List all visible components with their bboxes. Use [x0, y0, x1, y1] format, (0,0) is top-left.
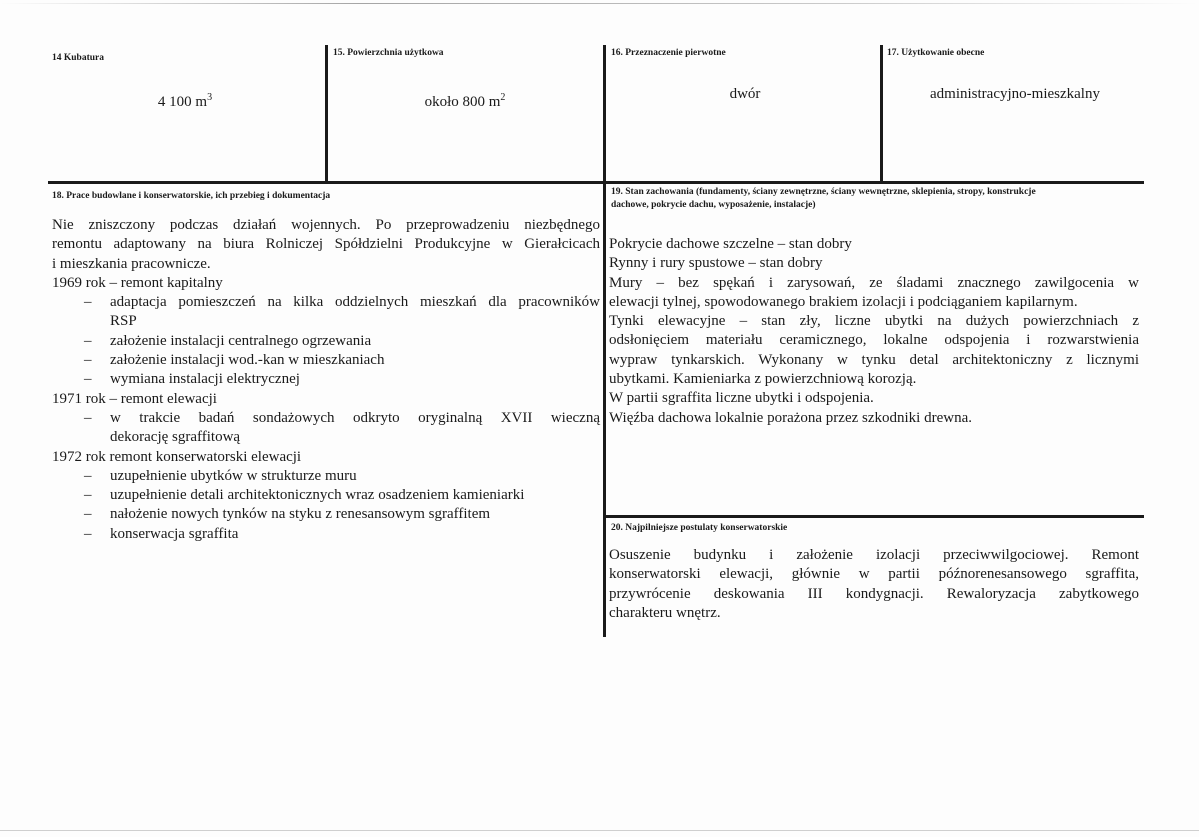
- label-postulaty-konserwatorskie: 20. Najpilniejsze postulaty konserwatorskie: [611, 523, 788, 533]
- heading-1969: 1969 rok – remont kapitalny: [52, 274, 223, 291]
- label-stan-zachowania: [611, 186, 1141, 212]
- divider-row1-row2: [48, 181, 1144, 184]
- postulaty-text: [609, 546, 1139, 623]
- value-uzytkowanie-obecne: administracyjno-mieszkalny: [930, 86, 1100, 102]
- stan-zachowania-line-5: Tynki elewacyjne – stan zły, liczne ubytki na dużych powierzchniach z: [609, 313, 1139, 330]
- divider-18-19: [603, 181, 606, 637]
- postulaty-line-3: przywrócenie deskowania III kondygnacji. Rewaloryzacja zabytkowego: [609, 585, 1139, 602]
- intro-line-2: remontu adaptowany na biura Rolniczej Spółdzielni Produkcyjne w Gierałcicach: [52, 236, 600, 253]
- divider-19-20: [604, 515, 1144, 518]
- divider-14-15: [325, 45, 328, 183]
- intro-line-1: Nie zniszczony podczas działań wojennych. Po przeprowadzeniu niezbędnego: [52, 217, 600, 233]
- label-przeznaczenie-pierwotne: 16. Przeznaczenie pierwotne: [611, 48, 726, 58]
- scan-artifact-top: [0, 3, 1199, 4]
- scan-artifact-bottom: [0, 830, 1199, 831]
- list-item-1969-3: – założenie instalacji wod.-kan w mieszkaniach: [84, 352, 385, 369]
- stan-zachowania-line-1: Pokrycie dachowe szczelne – stan dobry: [609, 236, 852, 252]
- postulaty-line-4: charakteru wnętrz.: [609, 604, 721, 621]
- value-powierzchnia-uzytkowa: około 800 $m^2$: [424, 92, 506, 110]
- stan-zachowania-line-8: ubytkami. Kamieniarka z powierzchniową korozją.: [609, 371, 917, 388]
- intro-line-3: i mieszkania pracownicze.: [52, 255, 211, 272]
- prace-budowlane-text: [52, 216, 600, 544]
- divider-16-17: [880, 45, 883, 183]
- label-stan-zachowania-line-2: dachowe, pokrycie dachu, wyposażenie, instalacje): [611, 200, 816, 210]
- list-item-1972-1: – uzupełnienie ubytków w strukturze muru: [84, 467, 357, 484]
- list-item-1969-2: – założenie instalacji centralnego ogrzewania: [84, 332, 372, 349]
- heading-1971: 1971 rok – remont elewacji: [52, 390, 217, 407]
- list-item-1972-3: – nałożenie nowych tynków na styku z renesansowym sgraffitem: [84, 506, 491, 523]
- label-prace-budowlane: 18. Prace budowlane i konserwatorskie, ich przebieg i dokumentacja: [52, 191, 331, 201]
- heading-1972: 1972 rok remont konserwatorski elewacji: [52, 448, 302, 465]
- label-kubatura: 14 Kubatura: [52, 53, 104, 63]
- stan-zachowania-line-6: odsłonięciem materiału ceramicznego, lokalne odspojenia i rozwarstwienia: [609, 332, 1139, 349]
- list-item-1969-1: – adaptacja pomieszczeń na kilka oddzielnych mieszkań dla pracowników RSP: [84, 294, 600, 330]
- divider-15-16: [603, 45, 606, 183]
- label-stan-zachowania-line-1: 19. Stan zachowania (fundamenty, ściany zewnętrzne, ściany wewnętrzne, sklepienia, stropy, konstrukcje: [611, 187, 1036, 197]
- stan-zachowania-line-9: W partii sgraffita liczne ubytki i odspojenia.: [609, 390, 874, 407]
- list-item-1969-4: – wymiana instalacji elektrycznej: [84, 371, 300, 388]
- label-powierzchnia-uzytkowa: 15. Powierzchnia użytkowa: [333, 48, 444, 58]
- value-kubatura: 4 100 $m^3$: [157, 92, 213, 110]
- list-item-1972-4: – konserwacja sgraffita: [84, 525, 239, 542]
- list-item-1972-2: – uzupełnienie detali architektonicznych wraz osadzeniem kamieniarki: [84, 487, 525, 504]
- list-item-1971-1: – w trakcie badań sondażowych odkryto oryginalną XVII wieczną dekorację sgraffitową: [84, 409, 600, 446]
- stan-zachowania-line-3: Mury – bez spękań i zarysowań, ze śladami znacznego zawilgocenia w: [609, 274, 1139, 291]
- postulaty-line-2: konserwatorski elewacji, głównie w partii późnorenesansowego sgraffita,: [609, 566, 1139, 583]
- label-uzytkowanie-obecne: 17. Użytkowanie obecne: [887, 48, 985, 58]
- stan-zachowania-line-2: Rynny i rury spustowe – stan dobry: [609, 255, 823, 272]
- stan-zachowania-text: [609, 235, 1139, 428]
- stan-zachowania-line-4: elewacji tylnej, spowodowanego brakiem izolacji i podciąganiem kapilarnym.: [609, 293, 1078, 310]
- stan-zachowania-line-10: Więźba dachowa lokalnie porażona przez szkodniki drewna.: [609, 409, 972, 426]
- postulaty-line-1: Osuszenie budynku i założenie izolacji przeciwwilgociowej. Remont: [609, 547, 1139, 563]
- value-przeznaczenie-pierwotne: dwór: [729, 86, 761, 102]
- stan-zachowania-line-7: wypraw tynkarskich. Wykonany w tynku detal architektoniczny z licznymi: [609, 351, 1139, 368]
